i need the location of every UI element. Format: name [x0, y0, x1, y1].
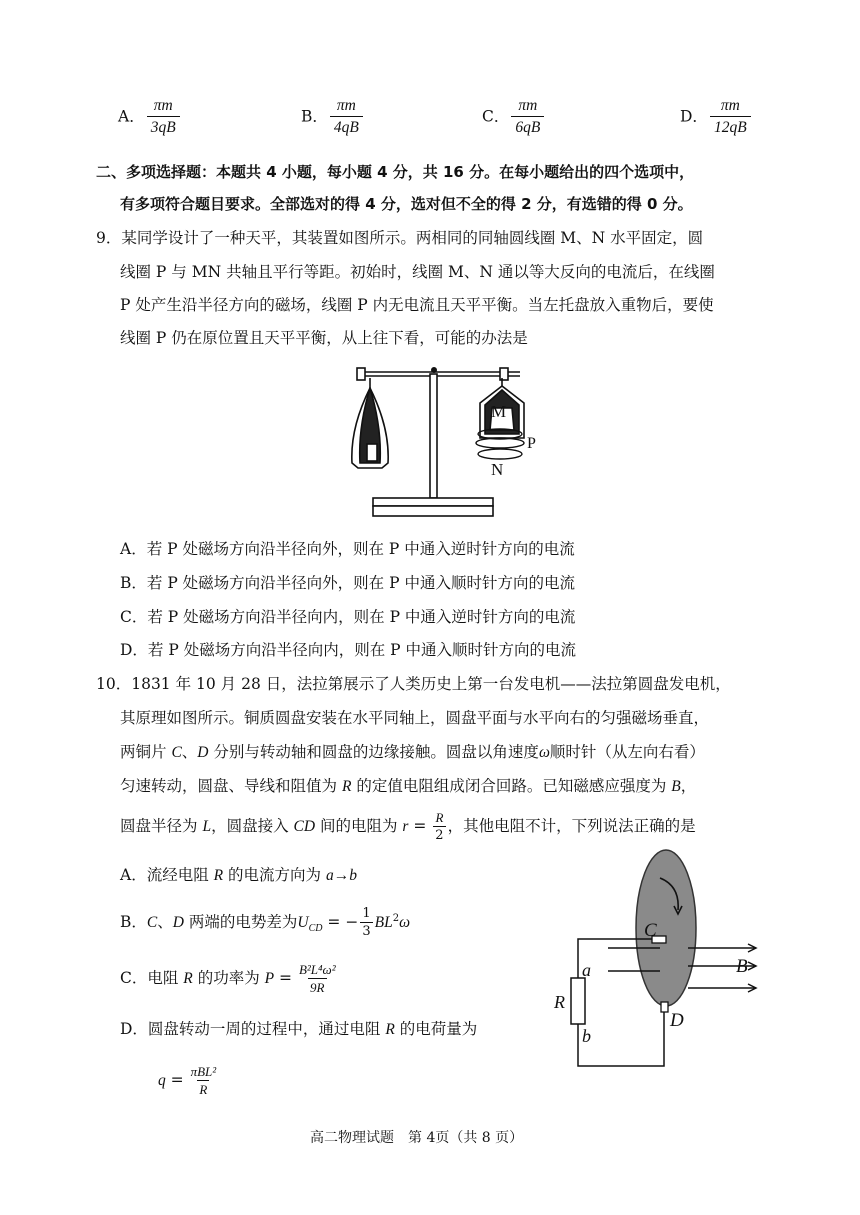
- label-d: D: [670, 1010, 684, 1031]
- q9-option-c: C．若 P 处磁场方向沿半径向内，则在 P 中通入逆时针方向的电流: [120, 608, 576, 626]
- q9-line-2: 线圈 P 与 MN 共轴且平行等距。初始时，线圈 M、N 通以等大反向的电流后，在线圈: [120, 263, 715, 281]
- q10-option-d-formula: q = $\frac{\text{πBL²}}{R}$: [158, 1064, 217, 1097]
- balance-figure: [340, 358, 550, 523]
- q9-option-d: D．若 P 处磁场方向沿半径向内，则在 P 中通入顺时针方向的电流: [120, 641, 576, 659]
- q9-option-b: B．若 P 处磁场方向沿半径向外，则在 P 中通入顺时针方向的电流: [120, 574, 575, 592]
- label-m: M: [491, 402, 507, 421]
- section2-heading-line2: 有多项符合题目要求。全部选对的得 4 分，选对但不全的得 2 分，有选错的得 0 分。: [120, 195, 693, 213]
- q9-line-1: 9．某同学设计了一种天平，其装置如图所示。两相同的同轴圆线圈 M、N 水平固定，圆: [96, 229, 704, 247]
- q8-option-d-fraction: $\frac{\pi m}{12qB}$: [710, 96, 751, 139]
- r-fraction: $\frac{R}{2}$: [435, 810, 444, 843]
- label-n: N: [491, 460, 504, 479]
- one-third-fraction: $\frac{1}{3}$: [362, 906, 371, 939]
- q9-line-4: 线圈 P 仍在原位置且天平平衡，从上往下看，可能的办法是: [120, 329, 528, 347]
- q10-line-2: 其原理如图所示。铜质圆盘安装在水平同轴上，圆盘平面与水平向右的匀强磁场垂直，: [120, 709, 710, 727]
- page-footer: 高二物理试题 第 4页（共 8 页）: [310, 1130, 524, 1146]
- q8-option-a: A． $\frac{\pi m}{3qB}$: [118, 96, 182, 139]
- q9-line-3: P 处产生沿半径方向的磁场，线圈 P 内无电流且天平平衡。当左托盘放入重物后，要使: [120, 296, 714, 314]
- q8-option-a-fraction: $\frac{\pi m}{3qB}$: [147, 96, 180, 139]
- q8-option-c-fraction: $\frac{\pi m}{6qB}$: [511, 96, 544, 139]
- power-fraction: $\frac{\text{B²L⁴ω²}}{9R}$: [298, 962, 336, 995]
- q10-line-1: 10．1831 年 10 月 28 日，法拉第展示了人类历史上第一台发电机——法拉第圆盘发电机，: [96, 675, 731, 693]
- q8-option-d: D． $\frac{\pi m}{12qB}$: [680, 96, 753, 139]
- label-b: b: [582, 1026, 591, 1046]
- section2-heading-line1: 二、多项选择题：本题共 4 小题，每小题 4 分，共 16 分。在每小题给出的四个选项中，: [96, 163, 695, 181]
- faraday-disk-figure: [548, 848, 778, 1073]
- q8-option-c: C． $\frac{\pi m}{6qB}$: [482, 96, 546, 139]
- resistor: [571, 978, 585, 1024]
- q10-option-c: C．电阻 R 的功率为 P = $\frac{\text{B²L⁴ω²}}{9R}$: [120, 962, 336, 995]
- label-p: P: [527, 435, 536, 452]
- label-b-field: B: [736, 956, 748, 977]
- q10-option-d: D．圆盘转动一周的过程中，通过电阻 R 的电荷量为: [120, 1020, 478, 1038]
- q8-option-b-fraction: $\frac{\pi m}{4qB}$: [330, 96, 363, 139]
- q9-option-a: A．若 P 处磁场方向沿半径向外，则在 P 中通入逆时针方向的电流: [120, 540, 575, 558]
- brush-d: [661, 1002, 668, 1012]
- q10-option-b: B．C、D 两端的电势差为$U_{CD}$ = − $\frac{1}{3}$ $BL^2\omega$: [120, 906, 411, 939]
- q10-line-4: 匀速转动，圆盘、导线和阻值为 R 的定值电阻组成闭合回路。已知磁感应强度为 B，: [120, 777, 697, 795]
- label-r: R: [554, 992, 565, 1012]
- charge-fraction: $\frac{\text{πBL²}}{R}$: [190, 1064, 217, 1097]
- label-c: C: [644, 920, 657, 941]
- q10-line-3: 两铜片 C、D 分别与转动轴和圆盘的边缘接触。圆盘以角速度ω顺时针（从左向右看）: [120, 743, 705, 761]
- pivot-dot: [431, 367, 437, 373]
- q10-line-5: 圆盘半径为 L，圆盘接入 CD 间的电阻为 r = $\frac{R}{2}$ ，其他电阻不计，下列说法正确的是: [120, 810, 696, 843]
- q10-option-a: A．流经电阻 R 的电流方向为 a→b: [120, 866, 357, 884]
- q8-option-b: B． $\frac{\pi m}{4qB}$: [301, 96, 365, 139]
- label-a: a: [582, 960, 591, 980]
